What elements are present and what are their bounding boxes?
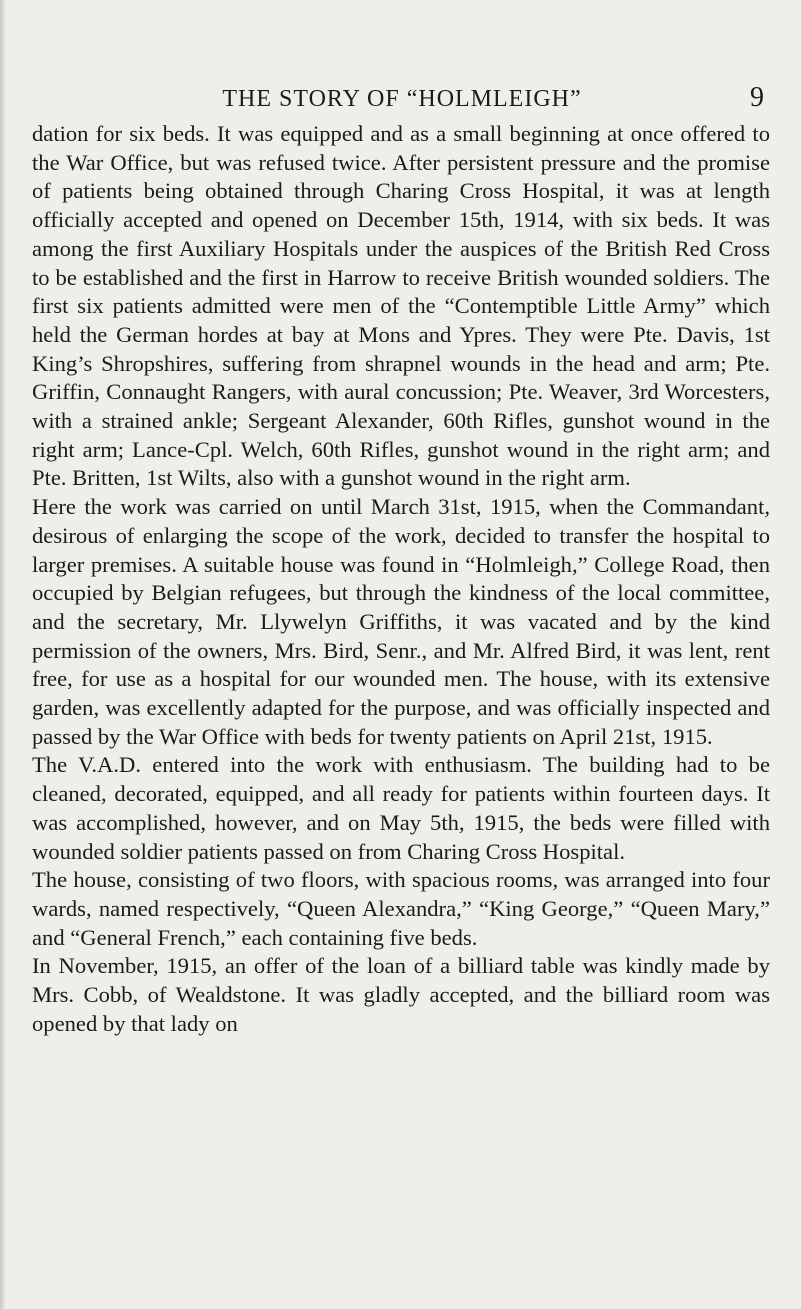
- paragraph-5: In November, 1915, an offer of the loan of a billiard table was kindly made by Mrs. Cobb, of Wealdstone. It was gladly accepted, and the billiard room was opened by that lady on: [32, 953, 770, 1036]
- paragraph-4: The house, consisting of two floors, with spacious rooms, was arranged into four wards, named respectively, “Queen Alexandra,” “King George,” “Queen Mary,” and “General French,” each containing five beds.: [32, 867, 770, 950]
- body-text: [32, 120, 770, 1039]
- page-gutter-shadow: [0, 0, 6, 1309]
- running-head: THE STORY OF “HOLMLEIGH”: [222, 86, 582, 112]
- paragraph-3: The V.A.D. entered into the work with enthusiasm. The building had to be cleaned, decorated, equipped, and all ready for patients within fourteen days. It was accomplished, however, and on May 5th, 1915, the beds were filled with wounded soldier patients passed on from Charing Cross Hospital.: [32, 752, 770, 864]
- paragraph-1: dation for six beds. It was equipped and as a small beginning at once offered to the War Office, but was refused twice. After persistent pressure and the promise of patients being obtained through Charing Cross Hospital, it was at length officially accepted and opened on December 15th, 1914, with six beds. It was among the first Auxiliary Hospitals under the auspices of the British Red Cross to be established and the first in Harrow to receive British wounded soldiers. The first six patients admitted were men of the “Contemptible Little Army” which held the German hordes at bay at Mons and Ypres. They were Pte. Davis, 1st King’s Shropshires, suffering from shrapnel wounds in the head and arm; Pte. Griffin, Connaught Rangers, with aural concussion; Pte. Weaver, 3rd Worcesters, with a strained ankle; Sergeant Alexander, 60th Rifles, gunshot wound in the right arm; Lance-Cpl. Welch, 60th Rifles, gunshot wound in the right arm; and Pte. Britten, 1st Wilts, also with a gunshot wound in the right arm.: [32, 121, 770, 491]
- paragraph-2: Here the work was carried on until March 31st, 1915, when the Commandant, desirous of enlarging the scope of the work, decided to transfer the hospital to larger premises. A suitable house was found in “Holmleigh,” College Road, then occupied by Belgian refugees, but through the kindness of the local committee, and the secretary, Mr. Llywelyn Griffiths, it was vacated and by the kind permission of the owners, Mrs. Bird, Senr., and Mr. Alfred Bird, it was lent, rent free, for use as a hospital for our wounded men. The house, with its extensive garden, was excellently adapted for the purpose, and was officially inspected and passed by the War Office with beds for twenty patients on April 21st, 1915.: [32, 494, 770, 749]
- page-number: 9: [750, 82, 764, 113]
